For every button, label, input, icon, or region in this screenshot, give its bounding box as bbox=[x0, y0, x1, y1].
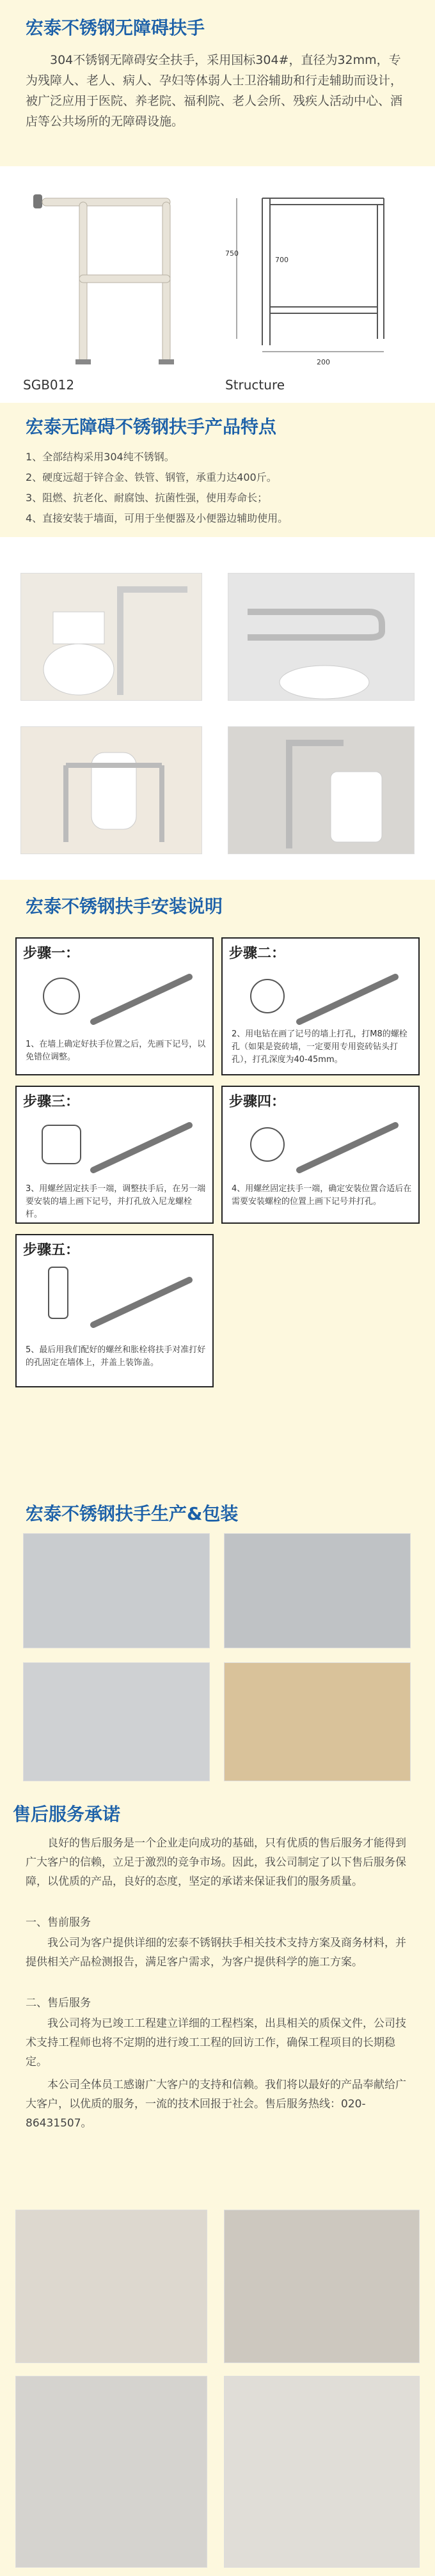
intro-section bbox=[0, 0, 435, 166]
service-post-body: 我公司将为已竣工工程建立详细的工程档案，出具相关的质保文件，公司技术支持工程师也将不定期的进行竣工工程的回访工作，确保工程项目的长期稳定。 bbox=[26, 2017, 406, 2068]
photo-floor-grab-bar bbox=[228, 726, 415, 854]
photo-packaging-boxes bbox=[224, 1662, 411, 1781]
feature-item: 3、阻燃、抗老化、耐腐蚀、抗菌性强，使用寿命长； bbox=[26, 492, 268, 504]
intro-title bbox=[26, 14, 205, 40]
step-title: 步骤三： bbox=[23, 1094, 80, 1110]
step-text: 3、用螺丝固定扶手一端，调整扶手后，在另一端要安装的墙上画下记号，并打孔放入尼龙螺栓杆。 bbox=[26, 1184, 206, 1219]
photo-bathroom-toilet-2 bbox=[15, 2376, 207, 2568]
step-title: 步骤四： bbox=[229, 1094, 286, 1110]
photo-production-stack bbox=[23, 1662, 210, 1781]
service-pre-body: 我公司为客户提供详细的宏泰不锈钢扶手相关技术支持方案及商务材料，并提供相关产品检测报告，满足客户需求，为客户提供科学的施工方案。 bbox=[26, 1937, 406, 1969]
step-text: 4、用螺丝固定扶手一端，确定安装位置合适后在需要安装螺栓的位置上画下记号并打孔。 bbox=[232, 1184, 412, 1206]
intro-title-text: 宏泰不锈钢无障碍扶手 bbox=[26, 17, 205, 38]
photo-bathroom-toilet bbox=[15, 2210, 207, 2363]
dimension-label: 700 bbox=[275, 256, 289, 264]
photo-production-bars bbox=[23, 1533, 210, 1648]
photo-bathroom-urinal bbox=[224, 2210, 420, 2363]
product-model-caption: SGB012 bbox=[23, 377, 75, 393]
structure-caption: Structure bbox=[225, 377, 285, 393]
step-title: 步骤一： bbox=[23, 946, 80, 962]
photo-fold-grab-bar bbox=[228, 573, 415, 701]
feature-item: 4、直接安装于墙面，可用于坐便器及小便器边辅助使用。 bbox=[26, 512, 289, 524]
photo-production-bends bbox=[224, 1533, 411, 1648]
feature-item: 1、全部结构采用304纯不锈钢。 bbox=[26, 451, 175, 463]
step-3-box bbox=[15, 1086, 214, 1224]
step-text: 2、用电钻在画了记号的墙上打孔，打M8的螺栓孔（如果是瓷砖墙，一定要用专用瓷砖钻头打孔），打孔深度为40-45mm。 bbox=[232, 1029, 407, 1065]
step-text: 5、最后用我们配好的螺丝和胀栓将扶手对准打好的孔固定在墙体上，并盖上装饰盖。 bbox=[26, 1345, 206, 1368]
photo-toilet-grab-bar bbox=[20, 573, 202, 701]
step-4-box bbox=[221, 1086, 420, 1224]
service-title: 售后服务承诺 bbox=[13, 1804, 121, 1825]
step-2-box bbox=[221, 937, 420, 1075]
install-section bbox=[0, 880, 435, 1494]
features-section bbox=[0, 403, 435, 537]
features-title: 宏泰无障碍不锈钢扶手产品特点 bbox=[26, 416, 277, 437]
dimension-label: 200 bbox=[317, 358, 330, 366]
dimension-label: 750 bbox=[225, 249, 239, 258]
bottom-photos bbox=[0, 2184, 435, 2576]
step-title: 步骤五： bbox=[23, 1242, 80, 1258]
service-heading-pre: 一、售前服务 bbox=[26, 1916, 91, 1929]
product-photo bbox=[20, 179, 200, 371]
installation-photos bbox=[0, 537, 435, 880]
feature-item: 2、硬度远超于锌合金、铁管、钢管，承重力达400斤。 bbox=[26, 471, 277, 483]
step-text: 1、在墙上确定好扶手位置之后，先画下记号，以免错位调整。 bbox=[26, 1040, 206, 1062]
install-title: 宏泰不锈钢扶手安装说明 bbox=[26, 896, 223, 917]
structure-drawing bbox=[224, 179, 416, 371]
step-title: 步骤二： bbox=[229, 946, 286, 962]
production-section bbox=[0, 1494, 435, 1794]
service-section bbox=[0, 1794, 435, 2184]
service-closing: 本公司全体员工感谢广大客户的支持和信赖。我们将以最好的产品奉献给广大客户，以优质的服务，一流的技术回报于社会。售后服务热线：020-86431507。 bbox=[26, 2079, 406, 2130]
model-area bbox=[0, 166, 435, 403]
step-1-box bbox=[15, 937, 214, 1075]
service-intro: 良好的售后服务是一个企业走向成功的基础，只有优质的售后服务才能得到广大客户的信赖，立足于激烈的竞争市场。因此，我公司制定了以下售后服务保障，以优质的产品，良好的态度，坚定的承诺来保证我们的服务质量。 bbox=[26, 1837, 406, 1888]
service-heading-post: 二、售后服务 bbox=[26, 1997, 91, 2010]
intro-body: 304不锈钢无障碍安全扶手，采用国标304#，直径为32mm，专为残障人、老人、病人、孕妇等体弱人士卫浴辅助和行走辅助而设计，被广泛应用于医院、养老院、福利院、老人会所、残疾人活动中心、酒店等公共场所的无障碍设施。 bbox=[26, 53, 403, 129]
production-title: 宏泰不锈钢扶手生产&包装 bbox=[26, 1503, 239, 1524]
photo-urinal-grab-bar bbox=[20, 726, 202, 854]
photo-bathroom-swing-bar bbox=[224, 2376, 420, 2568]
step-5-box bbox=[15, 1234, 214, 1387]
